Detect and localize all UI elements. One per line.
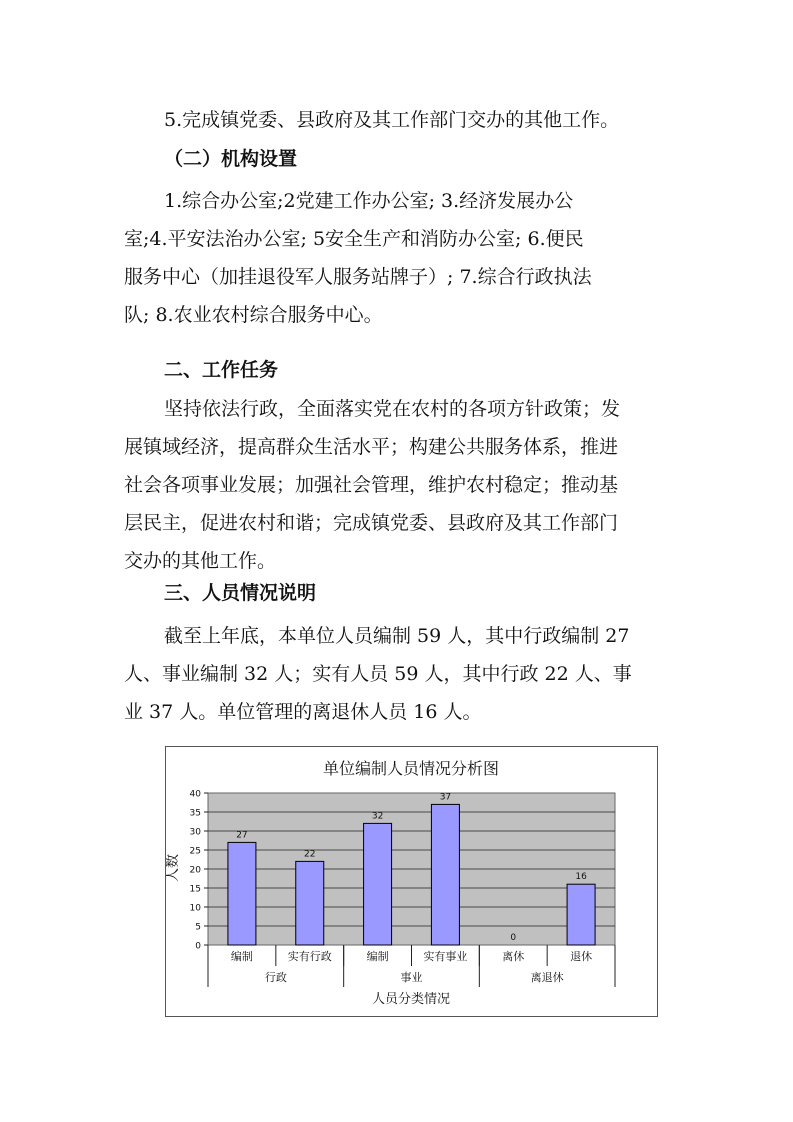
staff-chart <box>165 746 658 1017</box>
y-tick-label: 10 <box>189 903 201 914</box>
staff-paragraph <box>124 617 676 731</box>
tasks-line: 展镇域经济，提高群众生活水平；构建公共服务体系，推进 <box>124 436 619 458</box>
chart-x-axis-label: 人员分类情况 <box>371 992 451 1007</box>
x-group-label: 行政 <box>264 971 287 984</box>
bar <box>296 861 324 945</box>
chart-title: 单位编制人员情况分析图 <box>322 759 500 778</box>
tasks-line: 社会各项事业发展；加强社会管理，维护农村稳定；推动基 <box>124 474 619 496</box>
bar-data-label: 37 <box>439 792 452 803</box>
x-category-label: 离休 <box>502 950 525 963</box>
bar <box>431 804 459 945</box>
bar-data-label: 0 <box>510 933 517 943</box>
org-line: 服务中心（加挂退役军人服务站牌子）; 7.综合行政执法 <box>124 266 592 288</box>
x-category-label: 退休 <box>570 950 593 963</box>
staff-line: 人、事业编制 32 人；实有人员 59 人，其中行政 22 人、事 <box>124 663 632 685</box>
x-category-label: 实有行政 <box>287 950 332 963</box>
bar <box>364 823 392 945</box>
tasks-line: 交办的其他工作。 <box>124 550 277 572</box>
section-heading-tasks: 二、工作任务 <box>164 359 279 381</box>
x-category-label: 实有事业 <box>423 950 468 963</box>
tasks-paragraph <box>124 390 676 580</box>
staff-chart-svg <box>166 747 657 1016</box>
bar-data-label: 16 <box>575 872 587 883</box>
bar-data-label: 32 <box>371 811 384 822</box>
chart-y-axis-label: 人数 <box>166 854 181 882</box>
y-tick-label: 20 <box>189 865 201 876</box>
y-tick-label: 5 <box>195 922 201 933</box>
x-group-label: 事业 <box>400 971 423 984</box>
bar-data-label: 22 <box>304 849 316 860</box>
staff-line: 业 37 人。单位管理的离退休人员 16 人。 <box>124 701 482 723</box>
tasks-line: 坚持依法行政，全面落实党在农村的各项方针政策；发 <box>164 398 621 420</box>
section-heading-staff: 三、人员情况说明 <box>164 582 317 604</box>
bar <box>228 842 256 945</box>
org-line: 室;4.平安法治办公室; 5安全生产和消防办公室; 6.便民 <box>124 228 584 250</box>
staff-line: 截至上年底，本单位人员编制 59 人，其中行政编制 27 <box>164 625 630 647</box>
bar-data-label: 27 <box>236 830 248 841</box>
y-tick-label: 15 <box>189 884 201 895</box>
y-tick-label: 35 <box>189 808 201 819</box>
org-line: 队; 8.农业农村综合服务中心。 <box>124 304 383 326</box>
bar <box>567 884 595 945</box>
y-tick-label: 40 <box>189 789 201 800</box>
org-line: 1.综合办公室;2党建工作办公室; 3.经济发展办公 <box>164 190 574 212</box>
x-group-label: 离退休 <box>530 971 564 984</box>
y-tick-label: 30 <box>189 827 201 838</box>
y-tick-label: 25 <box>189 846 201 857</box>
tasks-line: 层民主，促进农村和谐；完成镇党委、县政府及其工作部门 <box>124 512 619 534</box>
x-category-label: 编制 <box>230 950 253 963</box>
org-structure-paragraph <box>124 182 676 334</box>
section-heading-org: （二）机构设置 <box>164 148 298 170</box>
y-tick-label: 0 <box>195 941 201 952</box>
duty-item-5: 5.完成镇党委、县政府及其工作部门交办的其他工作。 <box>164 109 620 131</box>
x-category-label: 编制 <box>366 950 389 963</box>
